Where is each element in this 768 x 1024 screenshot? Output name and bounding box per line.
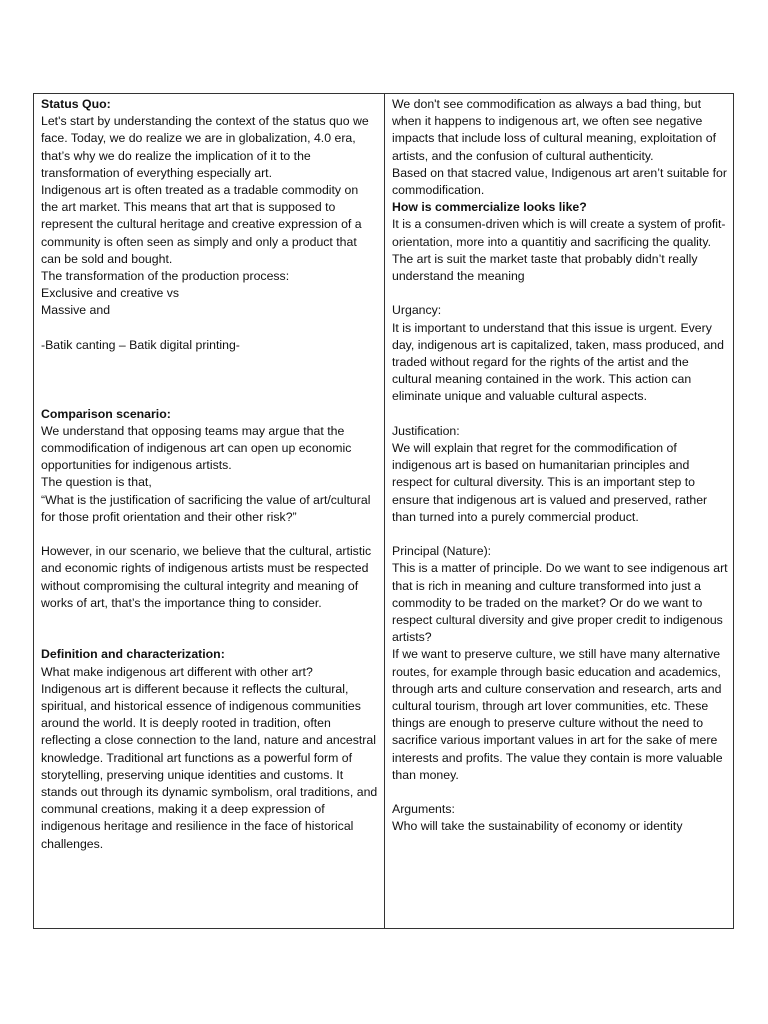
principal-paragraph: If we want to preserve culture, we still have many alternative routes, for example through basic education and academics, through arts and culture conservation and research, arts and cultural tourism, through art lover communities, etc. These things are enough to preserve culture without the need to sacrifice various important values in art for the sake of mere interests and profits. The value they contain is more valuable than money. — [392, 647, 723, 782]
justification-heading: Justification: — [392, 423, 460, 438]
spacer — [41, 612, 378, 629]
spacer — [392, 784, 728, 801]
spacer — [392, 526, 728, 543]
spacer — [41, 629, 378, 646]
intro-paragraph: Based on that stacred value, Indigenous art aren’t suitable for commodification. — [392, 165, 727, 198]
status-quo-paragraph: Exclusive and creative vs — [41, 286, 180, 301]
comparison-paragraph: The question is that, — [41, 475, 152, 490]
status-quo-paragraph: -Batik canting – Batik digital printing- — [41, 337, 240, 352]
status-quo-paragraph: The transformation of the production process: — [41, 269, 290, 284]
spacer — [41, 354, 378, 371]
status-quo-heading: Status Quo: — [41, 97, 111, 111]
status-quo-paragraph: Massive and — [41, 303, 111, 318]
intro-paragraph: We don't see commodification as always a bad thing, but when it happens to indigenous art, we often see negative impacts that include loss of cultural meaning, exploitation of artists, and the confusion of cultural authenticity. — [392, 97, 716, 163]
arguments-paragraph: Who will take the sustainability of economy or identity — [392, 819, 683, 834]
spacer — [41, 388, 378, 405]
spacer — [41, 371, 378, 388]
commercialize-heading: How is commercialize looks like? — [392, 200, 587, 215]
justification-paragraph: We will explain that regret for the commodification of indigenous art is based on humanitarian principles and respect for cultural diversity. This is an important step to ensure that indigenous art is valued and preserved, rather than turned into a purely commercial product. — [392, 441, 708, 524]
status-quo-paragraph: Indigenous art is often treated as a tradable commodity on the art market. This means that art that is supposed to represent the cultural heritage and creative expression of a community is often seen as simply and only a product that can be sold and bought. — [41, 183, 362, 266]
definition-paragraph: Indigenous art is different because it reflects the cultural, spiritual, and historical essence of indigenous communities around the world. It is deeply rooted in tradition, often reflecting a close connection to the land, nature and ancestral knowledge. Traditional art functions as a powerful form of storytelling, preserving unique identities and customs. It stands out through its dynamic symbolism, oral traditions, and communal creations, making it a deep expression of indigenous heritage and resilience in the face of historical challenges. — [41, 681, 378, 851]
spacer — [41, 526, 378, 543]
principal-heading: Principal (Nature): — [392, 544, 492, 559]
left-column — [34, 94, 385, 928]
comparison-heading: Comparison scenario: — [41, 406, 171, 421]
commercialize-paragraph: It is a consumen-driven which is will create a system of profit-orientation, more into a quantitiy and sacrificing the quality. The art is suit the market taste that probably didn’t really understand the meaning — [392, 217, 726, 284]
spacer — [392, 285, 728, 302]
comparison-paragraph: However, in our scenario, we believe that the cultural, artistic and economic rights of indigenous artists must be respected without compromising the cultural integrity and meaning of works of art, that’s the importance thing to consider. — [41, 544, 372, 610]
definition-heading: Definition and characterization: — [41, 647, 225, 662]
status-quo-paragraph: Let's start by understanding the context of the status quo we face. Today, we do realize we are in globalization, 4.0 era, that’s why we do realize the implication of it to the transformation of everything especially art. — [41, 114, 369, 180]
content-table — [33, 93, 734, 929]
comparison-paragraph: We understand that opposing teams may argue that the commodification of indigenous art can open up economic opportunities for indigenous artists. — [41, 423, 352, 473]
right-column — [385, 94, 733, 928]
principal-paragraph: This is a matter of principle. Do we want to see indigenous art that is rich in meaning and culture transformed into just a commodity to be traded on the market? Or do we want to respect cultural diversity and give proper credit to indigenous artists? — [392, 561, 728, 645]
urgancy-paragraph: It is important to understand that this issue is urgent. Every day, indigenous art is capitalized, taken, mass produced, and traded without regard for the rights of the artist and the cultural meaning contained in the work. This action can eliminate unique and valuable cultural aspects. — [392, 320, 724, 404]
spacer — [392, 406, 728, 423]
comparison-paragraph: “What is the justification of sacrificing the value of art/cultural for those profit orientation and their other risk?” — [41, 492, 371, 524]
urgancy-heading: Urgancy: — [392, 303, 442, 318]
definition-paragraph: What make indigenous art different with other art? — [41, 664, 313, 679]
spacer — [41, 320, 378, 337]
arguments-heading: Arguments: — [392, 802, 455, 817]
